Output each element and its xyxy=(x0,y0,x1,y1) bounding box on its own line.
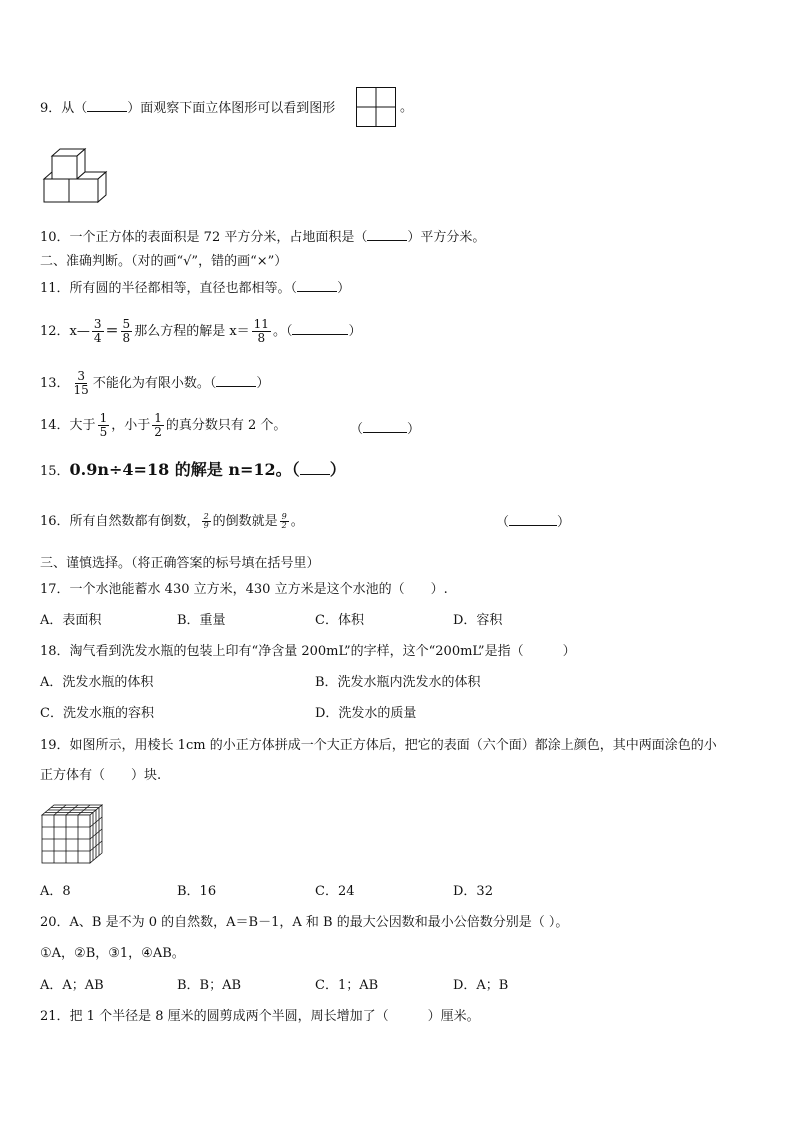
q16-fraction-2: $\frac{9}{2}$ xyxy=(281,512,287,530)
q17-option-d[interactable]: D．容积 xyxy=(453,613,503,628)
q9-text-b: ）面观察下面立体图形可以看到图形 xyxy=(127,101,336,116)
q13-text-b: ） xyxy=(256,376,270,391)
q15-text-b: ） xyxy=(329,460,346,479)
q16-fraction-1: $\frac{2}{9}$ xyxy=(203,512,209,530)
q14-answer-blank[interactable] xyxy=(363,420,407,433)
question-16 xyxy=(40,513,304,531)
q16-text-a: 所有自然数都有倒数， xyxy=(69,514,200,529)
q10-text-b: ）平方分米。 xyxy=(407,230,486,245)
q13-text-a: 不能化为有限小数。（ xyxy=(92,376,217,391)
question-21 xyxy=(40,1008,480,1026)
q12-equals: ＝ xyxy=(105,324,119,339)
q21-number: 21． xyxy=(40,1009,70,1024)
q17-option-b[interactable]: B．重量 xyxy=(177,613,226,628)
question-14 xyxy=(40,412,286,439)
q16-text-c: 。 xyxy=(290,514,304,529)
q19-option-a[interactable]: A．8 xyxy=(40,884,71,899)
q18-option-c[interactable]: C．洗发水瓶的容积 xyxy=(40,706,154,721)
q11-number: 11． xyxy=(40,281,70,296)
question-18 xyxy=(40,643,576,661)
q9-view-grid-figure xyxy=(356,87,396,127)
q19-option-d[interactable]: D．32 xyxy=(453,884,493,899)
q10-number: 10． xyxy=(40,230,70,245)
question-17 xyxy=(40,581,448,599)
q19-number: 19． xyxy=(40,738,70,753)
q19-text-line2: 正方体有（ ）块. xyxy=(40,768,162,783)
question-15 xyxy=(40,461,346,481)
q11-text-a: 所有圆的半径都相等，直径也都相等。（ xyxy=(69,281,298,296)
q16-paren-close: ） xyxy=(557,515,571,530)
q20-choices: ①A，②B，③1，④AB。 xyxy=(40,946,185,961)
q14-paren-close: ） xyxy=(407,422,421,437)
q10-text-a: 一个正方体的表面积是 72 平方分米，占地面积是（ xyxy=(69,230,368,245)
q16-answer xyxy=(496,513,570,532)
q14-fraction-1: $\frac{1}{5}$ xyxy=(99,411,108,439)
q18-option-d[interactable]: D．洗发水的质量 xyxy=(315,706,417,721)
q14-number: 14． xyxy=(40,418,70,433)
q19-option-c[interactable]: C．24 xyxy=(315,884,355,899)
q15-number: 15． xyxy=(40,464,70,479)
question-11 xyxy=(40,279,350,298)
q15-text-a: 0.9n÷4=18 的解是 n=12。（ xyxy=(69,460,300,479)
q13-answer-blank[interactable] xyxy=(216,374,256,387)
q19-large-cube-figure xyxy=(40,803,104,865)
q9-text-a: 从（ xyxy=(61,101,88,116)
question-13 xyxy=(40,370,269,397)
q20-option-a[interactable]: A．A；AB xyxy=(40,978,104,993)
q20-option-c[interactable]: C．1；AB xyxy=(315,978,379,993)
q21-text: 把 1 个半径是 8 厘米的圆剪成两个半圆，周长增加了（ ）厘米。 xyxy=(69,1009,480,1024)
q20-option-d[interactable]: D．A；B xyxy=(453,978,509,993)
q12-text-c: 。（ xyxy=(272,324,293,339)
q9-answer-blank[interactable] xyxy=(87,99,127,112)
q14-answer xyxy=(350,420,420,439)
q17-option-c[interactable]: C．体积 xyxy=(315,613,364,628)
q16-text-b: 的倒数就是 xyxy=(212,514,278,529)
q14-text-c: 的真分数只有 2 个。 xyxy=(165,418,287,433)
q9-cube-stack-figure xyxy=(42,148,108,210)
q17-option-a[interactable]: A．表面积 xyxy=(40,613,102,628)
q16-number: 16． xyxy=(40,514,70,529)
question-10 xyxy=(40,228,485,247)
q14-text-b: ，小于 xyxy=(111,418,151,433)
q12-text-b: 那么方程的解是 x＝ xyxy=(134,324,250,339)
q14-fraction-2: $\frac{1}{2}$ xyxy=(154,411,162,439)
q20-option-b[interactable]: B．B；AB xyxy=(177,978,242,993)
q14-paren-open: （ xyxy=(350,422,364,437)
q9-number: 9． xyxy=(40,101,62,116)
section-3-title: 三、谨慎选择。（将正确答案的标号填在括号里） xyxy=(40,556,320,571)
q16-paren-open: （ xyxy=(496,515,510,530)
q18-option-b[interactable]: B．洗发水瓶内洗发水的体积 xyxy=(315,675,481,690)
question-20 xyxy=(40,914,568,932)
q12-fraction-1: $\frac{3}{4}$ xyxy=(93,317,102,345)
q11-text-b: ） xyxy=(337,281,351,296)
q20-text: A、B 是不为 0 的自然数，A＝B－1，A 和 B 的最大公因数和最小公倍数分别是（ ）。 xyxy=(69,915,569,930)
q12-answer-blank[interactable] xyxy=(292,322,348,335)
q13-fraction: $\frac{3}{15}$ xyxy=(73,369,89,397)
q19-text-line1: 如图所示，用棱长 1cm 的小正方体拼成一个大正方体后，把它的表面（六个面）都涂上颜色，其中两面涂色的小 xyxy=(69,738,717,753)
q12-number: 12． xyxy=(40,324,70,339)
q12-text-a: x— xyxy=(69,324,90,339)
q9-period: 。 xyxy=(400,100,414,115)
q10-answer-blank[interactable] xyxy=(367,228,407,241)
q18-option-a[interactable]: A．洗发水瓶的体积 xyxy=(40,675,154,690)
q19-option-b[interactable]: B．16 xyxy=(177,884,217,899)
q17-number: 17． xyxy=(40,582,70,597)
question-9 xyxy=(40,99,335,118)
q11-answer-blank[interactable] xyxy=(297,279,337,292)
q18-number: 18． xyxy=(40,644,70,659)
q17-text: 一个水池能蓄水 430 立方米，430 立方米是这个水池的（ ）. xyxy=(69,582,448,597)
q20-number: 20． xyxy=(40,915,70,930)
q12-fraction-3: $\frac{11}{8}$ xyxy=(253,317,269,345)
q12-fraction-2: $\frac{5}{8}$ xyxy=(122,317,131,345)
question-12 xyxy=(40,318,361,345)
section-2-title: 二、准确判断。（对的画“√”，错的画“×”） xyxy=(40,254,288,269)
q14-text-a: 大于 xyxy=(69,418,96,433)
q12-text-d: ） xyxy=(348,324,362,339)
q13-number: 13． xyxy=(40,376,70,391)
q16-answer-blank[interactable] xyxy=(509,513,557,526)
q15-answer-blank[interactable] xyxy=(300,462,330,475)
question-19 xyxy=(40,737,717,755)
q18-text: 淘气看到洗发水瓶的包装上印有“净含量 200mL”的字样，这个“200mL”是指（ ） xyxy=(69,644,576,659)
